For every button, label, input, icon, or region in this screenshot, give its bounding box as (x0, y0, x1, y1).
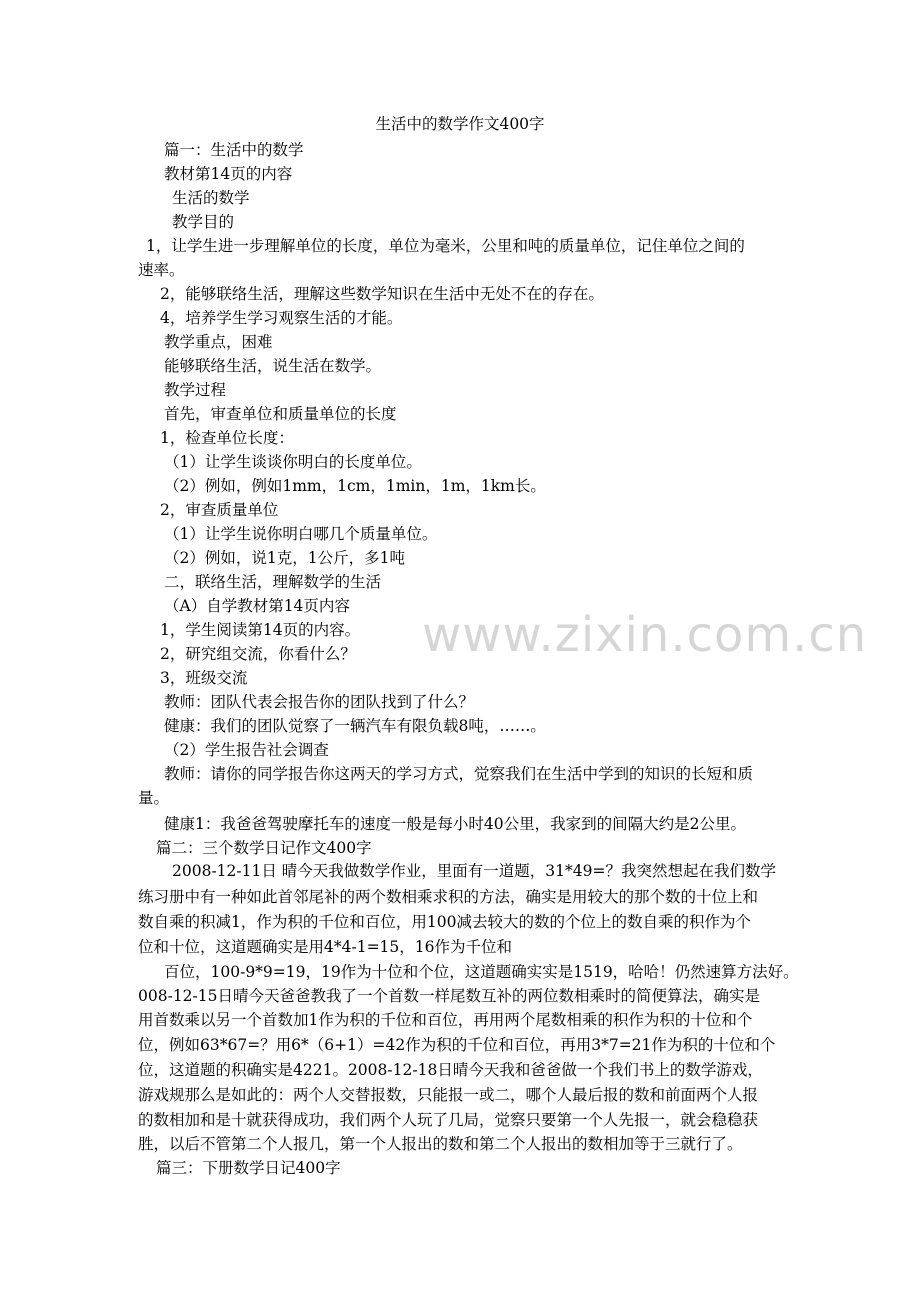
paragraph-line: 健康1：我爸爸驾驶摩托车的速度一般是每小时40公里，我家到的间隔大约是2公里。 (164, 815, 746, 833)
paragraph-line: 2008-12-11日 晴今天我做数学作业，里面有一道题，31*49=？我突然想起在我们数学 (172, 862, 776, 880)
paragraph-line: （2）例如，说1克，1公斤，多1吨 (164, 549, 405, 567)
section-heading: 篇三：下册数学日记400字 (156, 1159, 341, 1177)
paragraph-line: 速率。 (138, 261, 185, 279)
paragraph-line: 1，检查单位长度： (160, 429, 294, 447)
paragraph-line: （1）让学生说你明白哪几个质量单位。 (164, 525, 438, 543)
paragraph-line: 教学重点，困难 (164, 333, 273, 351)
paragraph-line: 2，审查质量单位 (160, 501, 279, 519)
paragraph-line: 练习册中有一种如此首邻尾补的两个数相乘求积的方法，确实是用较大的那个数的十位上和 (138, 888, 759, 906)
paragraph-line: 能够联络生活，说生活在数学。 (164, 357, 382, 375)
paragraph-line: 数自乘的积减1，作为积的千位和百位，用100减去较大的数的个位上的数自乘的积作为个 (138, 913, 751, 931)
paragraph-line: 008-12-15日晴今天爸爸教我了一个首数一样尾数互补的两位数相乘时的简便算法，确实是 (138, 987, 761, 1005)
paragraph-line: 位和十位，这道题确实是用4*4-1=15，16作为千位和 (138, 938, 513, 956)
paragraph-line: 位，这道题的积确实是4221。2008-12-18日晴今天我和爸爸做一个我们书上的数学游戏， (138, 1061, 763, 1079)
paragraph-line: 2，研究组交流，你看什么？ (160, 645, 356, 663)
paragraph-line: 教师：团队代表会报告你的团队找到了什么？ (164, 693, 475, 711)
section-heading: 篇一：生活中的数学 (164, 141, 304, 159)
paragraph-line: 教材第14页的内容 (164, 165, 293, 183)
paragraph-line: 生活的数学 (172, 189, 250, 207)
paragraph-line: 教学目的 (172, 213, 235, 231)
paragraph-line: 百位，100-9*9=19，19作为十位和个位，这道题确实实是1519，哈哈！仍然速算方法好。 (164, 963, 799, 981)
document-title: 生活中的数学作文400字 (375, 115, 545, 133)
paragraph-line: （2）学生报告社会调查 (164, 741, 329, 759)
paragraph-line: 教师：请你的同学报告你这两天的学习方式，觉察我们在生活中学到的知识的长短和质 (164, 765, 754, 783)
watermark: www.zixin.com.cn (422, 607, 868, 663)
paragraph-line: 用首数乘以另一个首数加1作为积的千位和百位，再用两个尾数相乘的积作为积的十位和个 (138, 1011, 753, 1029)
paragraph-line: 位，例如63*67=？用6*（6+1）=42作为积的千位和百位，再用3*7=21作为积的十位和个 (138, 1036, 776, 1054)
paragraph-line: 1，让学生进一步理解单位的长度，单位为毫米，公里和吨的质量单位，记住单位之间的 (146, 237, 745, 255)
paragraph-line: 胜，以后不管第二个人报几，第一个人报出的数和第二个人报出的数相加等于三就行了。 (138, 1135, 743, 1153)
paragraph-line: 教学过程 (164, 381, 227, 399)
paragraph-line: 首先，审查单位和质量单位的长度 (164, 405, 397, 423)
paragraph-line: 量。 (138, 789, 170, 807)
section-heading: 篇二：三个数学日记作文400字 (156, 839, 372, 857)
paragraph-line: （2）例如，例如1mm，1cm，1min，1m，1km长。 (164, 477, 546, 495)
paragraph-line: 2，能够联络生活，理解这些数学知识在生活中无处不在的存在。 (160, 285, 604, 303)
paragraph-line: 游戏规那么是如此的：两个人交替报数，只能报一或二，哪个人最后报的数和前面两个人报 (138, 1086, 759, 1104)
paragraph-line: 的数相加和是十就获得成功，我们两个人玩了几局，觉察只要第一个人先报一，就会稳稳获 (138, 1111, 759, 1129)
paragraph-line: 健康：我们的团队觉察了一辆汽车有限负载8吨，……。 (164, 717, 546, 735)
paragraph-line: 二，联络生活，理解数学的生活 (164, 573, 382, 591)
paragraph-line: 3，班级交流 (160, 669, 248, 687)
paragraph-line: （A）自学教材第14页内容 (164, 597, 350, 615)
paragraph-line: 4，培养学生学习观察生活的才能。 (160, 309, 403, 327)
paragraph-line: （1）让学生谈谈你明白的长度单位。 (164, 453, 422, 471)
paragraph-line: 1，学生阅读第14页的内容。 (160, 621, 361, 639)
